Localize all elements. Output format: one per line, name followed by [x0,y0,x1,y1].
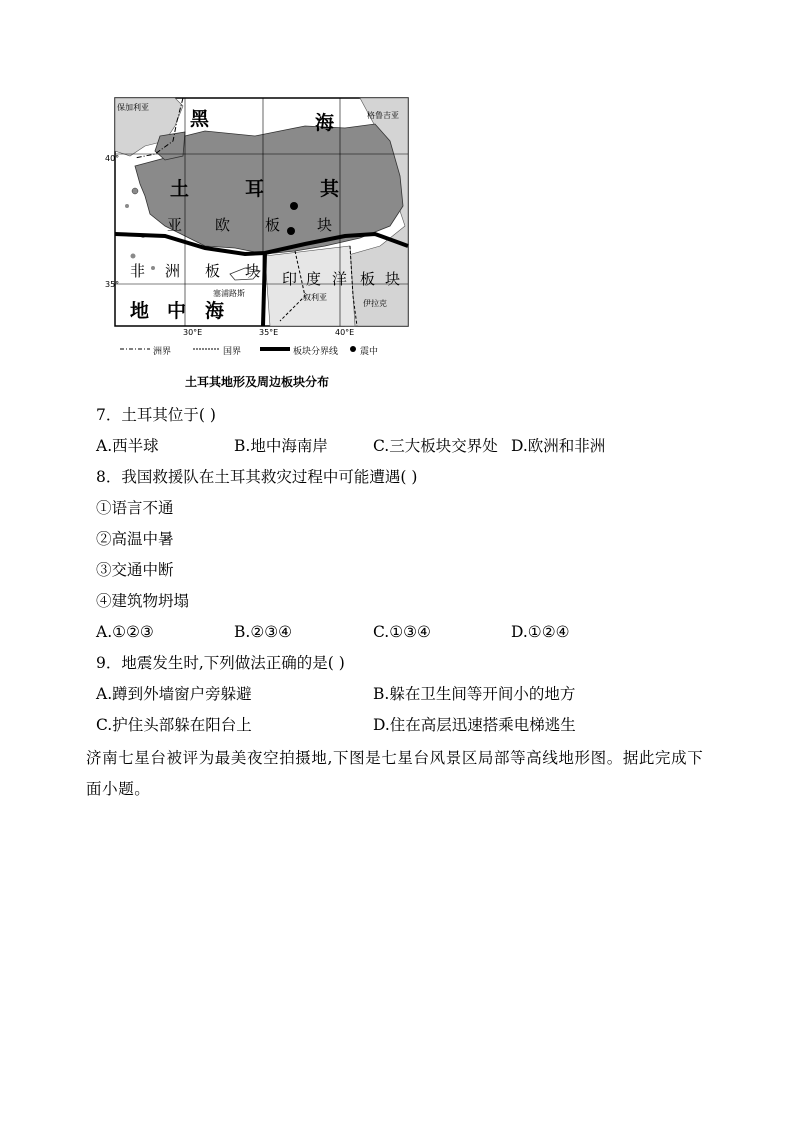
label-bulgaria: 保加利亚 [117,103,149,112]
label-africa-1: 非 [130,262,146,280]
map-caption: 土耳其地形及周边板块分布 [185,375,330,389]
label-lon-30: 30°E [183,328,203,337]
question-8-option-c: C.①③④ [373,623,431,641]
question-9-option-b: B.躲在卫生间等开间小的地方 [373,685,576,703]
label-africa-2: 洲 [165,262,181,280]
question-9-option-d: D.住在高层迅速搭乘电梯逃生 [373,716,576,734]
label-turkey-3: 其 [320,178,340,200]
label-indian-2: 度 [306,270,322,288]
question-7-option-d: D.欧洲和非洲 [511,437,606,455]
turkey-map [105,96,410,358]
label-black-sea-1: 黑 [190,108,210,130]
label-africa-3: 板 [205,262,221,280]
label-syria: 叙利亚 [303,293,327,302]
question-7-stem: 7．土耳其位于( ) [96,406,216,424]
map-graphic [105,96,410,358]
question-9-option-c: C.护住头部躲在阳台上 [96,716,252,734]
question-7-option-a: A.西半球 [96,437,159,455]
question-8-stem: 8．我国救援队在土耳其救灾过程中可能遭遇( ) [96,468,418,486]
question-9-stem: 9．地震发生时,下列做法正确的是( ) [96,654,345,672]
label-lat-35: 35° [105,280,120,289]
label-med-2: 中 [167,300,187,322]
label-turkey-2: 耳 [245,178,265,200]
label-lat-40: 40° [105,154,120,163]
label-cyprus: 塞浦路斯 [213,289,245,298]
label-indian-4: 板 [360,270,376,288]
question-8-item-1: ①语言不通 [96,499,174,517]
question-8-item-2: ②高温中暑 [96,530,174,548]
label-eurasia-1: 亚 [167,216,183,234]
label-indian-1: 印 [282,270,298,288]
question-8-option-b: B.②③④ [234,623,293,641]
label-eurasia-2: 欧 [215,216,231,234]
label-lon-35: 35°E [259,328,279,337]
question-7-option-b: B.地中海南岸 [234,437,328,455]
question-8-option-a: A.①②③ [96,623,154,641]
label-eurasia-4: 块 [317,216,333,234]
label-eurasia-3: 板 [265,216,281,234]
legend-national-label: 国界 [223,347,242,357]
label-georgia: 格鲁吉亚 [367,111,399,120]
legend-plate-label: 板块分界线 [293,347,339,357]
label-indian-5: 块 [385,270,401,288]
question-8-item-3: ③交通中断 [96,561,174,579]
label-africa-4: 块 [245,262,261,280]
legend-epicenter-label: 震中 [360,347,379,357]
question-8-option-d: D.①②④ [511,623,570,641]
label-turkey-1: 土 [170,178,190,200]
label-lon-40: 40°E [335,328,355,337]
question-8-item-4: ④建筑物坍塌 [96,592,190,610]
legend-continent-label: 洲界 [153,347,172,357]
label-iraq: 伊拉克 [363,299,387,308]
label-indian-3: 洋 [332,270,348,288]
label-med-3: 海 [205,300,225,322]
next-section-intro: 济南七星台被评为最美夜空拍摄地,下图是七星台风景区局部等高线地形图。据此完成下面小题。 [86,749,704,798]
question-9-option-a: A.蹲到外墙窗户旁躲避 [96,685,252,703]
label-black-sea-2: 海 [315,112,335,134]
question-7-option-c: C.三大板块交界处 [373,437,498,455]
label-med-1: 地 [130,300,150,322]
